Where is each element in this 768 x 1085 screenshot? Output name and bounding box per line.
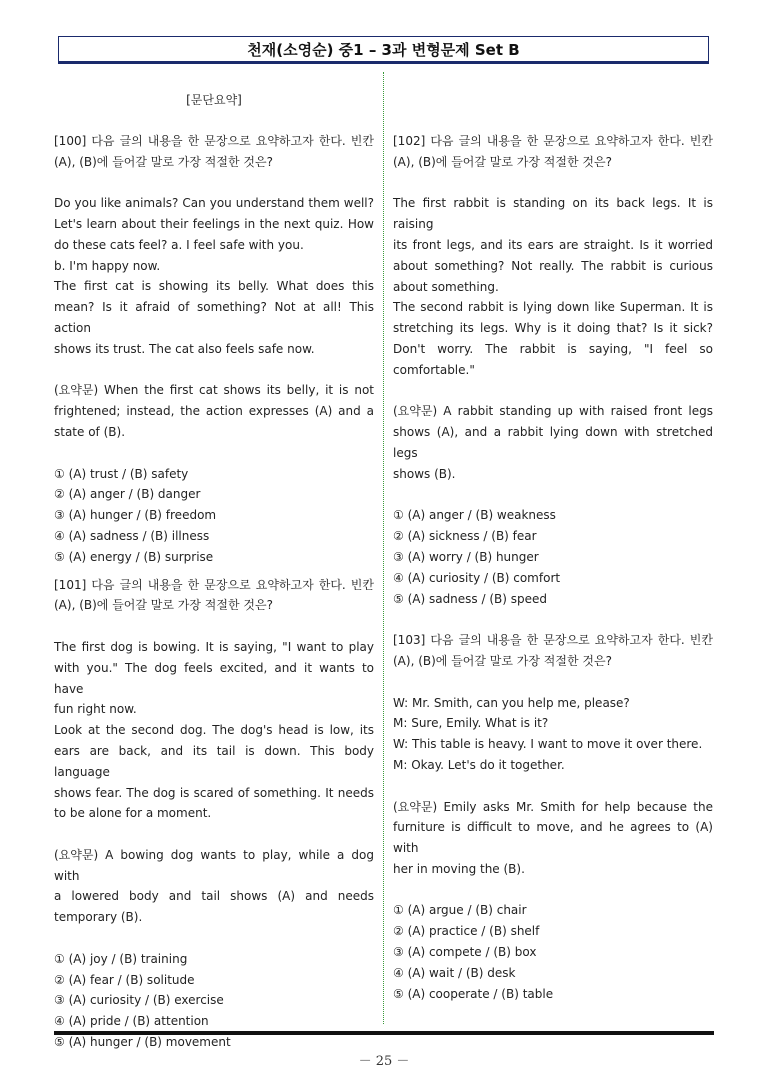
question-103 (393, 630, 713, 1004)
question-prompt: [102] 다음 글의 내용을 한 문장으로 요약하고자 한다. 빈칸 (393, 134, 713, 148)
footer-rule (54, 1031, 714, 1035)
page-number: － 25 － (358, 1054, 410, 1069)
passage-line: The first rabbit is standing on its back legs. It is raising (393, 196, 713, 232)
passage-line: mean? Is it afraid of something? Not at all! This action (54, 300, 374, 335)
answer-option-3[interactable]: ③ (A) compete / (B) box (393, 945, 537, 960)
right-column (393, 131, 713, 1004)
question-101 (54, 575, 374, 1053)
answer-option-2[interactable]: ② (A) practice / (B) shelf (393, 924, 540, 939)
answer-option-4[interactable]: ④ (A) pride / (B) attention (54, 1014, 209, 1029)
question-prompt-line2: (A), (B)에 들어갈 말로 가장 적절한 것은? (393, 653, 612, 668)
answer-option-5[interactable]: ⑤ (A) energy / (B) surprise (54, 549, 214, 564)
answer-option-2[interactable]: ② (A) fear / (B) solitude (54, 972, 195, 987)
question-prompt: [100] 다음 글의 내용을 한 문장으로 요약하고자 한다. 빈칸 (54, 133, 374, 148)
passage-line: shows its trust. The cat also feels safe now. (54, 341, 315, 356)
answer-option-1[interactable]: ① (A) joy / (B) training (54, 951, 188, 966)
question-prompt-line2: (A), (B)에 들어갈 말로 가장 적절한 것은? (54, 598, 273, 613)
summary-line: a lowered body and tail shows (A) and needs (54, 889, 374, 904)
answer-option-1[interactable]: ① (A) trust / (B) safety (54, 466, 189, 481)
passage-line: its front legs, and its ears are straight. Is it worried (393, 237, 713, 252)
passage-line: to be alone for a moment. (54, 806, 212, 821)
passage-line: fun right now. (54, 702, 137, 717)
answer-option-3[interactable]: ③ (A) curiosity / (B) exercise (54, 993, 224, 1008)
answer-option-1[interactable]: ① (A) anger / (B) weakness (393, 508, 556, 523)
left-column (54, 90, 374, 1053)
passage-line: The first dog is bowing. It is saying, "I want to play (54, 639, 374, 654)
passage-line: Do you like animals? Can you understand them well? (54, 196, 374, 211)
passage-line: ears are back, and its tail is down. This body language (54, 743, 374, 779)
answer-option-3[interactable]: ③ (A) hunger / (B) freedom (54, 508, 217, 523)
summary-line: shows (A), and a rabbit lying down with stretched legs (393, 425, 713, 460)
passage-line: Look at the second dog. The dog's head is low, its (54, 723, 374, 738)
answer-option-2[interactable]: ② (A) sickness / (B) fear (393, 529, 537, 544)
dialogue-line: M: Okay. Let's do it together. (393, 757, 565, 772)
answer-option-4[interactable]: ④ (A) sadness / (B) illness (54, 528, 210, 543)
passage-line: stretching its legs. Why is it doing that? Is it sick? (393, 321, 713, 336)
summary-line: (요약문) A bowing dog wants to play, while a dog with (54, 847, 374, 883)
summary-line: (요약문) A rabbit standing up with raised front legs (393, 404, 713, 419)
answer-option-5[interactable]: ⑤ (A) sadness / (B) speed (393, 591, 548, 606)
answer-option-4[interactable]: ④ (A) wait / (B) desk (393, 965, 516, 980)
passage-line: do these cats feel? a. I feel safe with you. (54, 237, 304, 252)
question-100 (54, 131, 374, 568)
passage-line: The first cat is showing its belly. What does this (54, 279, 374, 294)
passage-line: Let's learn about their feelings in the next quiz. How (54, 216, 374, 231)
passage-line: shows fear. The dog is scared of something. It needs (54, 785, 374, 800)
answer-option-4[interactable]: ④ (A) curiosity / (B) comfort (393, 570, 561, 585)
summary-line: temporary (B). (54, 910, 143, 925)
question-prompt-line2: (A), (B)에 들어갈 말로 가장 적절한 것은? (393, 154, 612, 169)
passage-line: with you." The dog feels excited, and it wants to have (54, 660, 374, 696)
passage-line: Don't worry. The rabbit is saying, "I feel so (393, 341, 713, 356)
passage-line: The second rabbit is lying down like Superman. It is (393, 300, 713, 315)
answer-option-3[interactable]: ③ (A) worry / (B) hunger (393, 549, 539, 564)
passage-line: about something. (393, 279, 499, 294)
summary-line: furniture is difficult to move, and he agrees to (A) with (393, 820, 713, 856)
answer-option-5[interactable]: ⑤ (A) hunger / (B) movement (54, 1035, 231, 1050)
question-prompt: [103] 다음 글의 내용을 한 문장으로 요약하고자 한다. 빈칸 (393, 633, 713, 648)
answer-option-2[interactable]: ② (A) anger / (B) danger (54, 487, 201, 502)
summary-line: (요약문) Emily asks Mr. Smith for help because the (393, 799, 713, 814)
passage-line: about something? Not really. The rabbit is curious (393, 258, 713, 273)
question-prompt: [101] 다음 글의 내용을 한 문장으로 요약하고자 한다. 빈칸 (54, 577, 374, 592)
summary-line: her in moving the (B). (393, 861, 525, 876)
dialogue-line: M: Sure, Emily. What is it? (393, 716, 549, 731)
passage-line: comfortable." (393, 362, 475, 377)
summary-line: state of (B). (54, 424, 126, 439)
page-title: 천재(소영순) 중1 – 3과 변형문제 Set B (247, 40, 520, 59)
section-label: [문단요약] (186, 93, 242, 107)
column-divider (383, 72, 384, 1024)
dialogue-line: W: Mr. Smith, can you help me, please? (393, 695, 630, 710)
answer-option-1[interactable]: ① (A) argue / (B) chair (393, 903, 527, 918)
summary-line: (요약문) When the first cat shows its belly, it is not (54, 383, 374, 398)
question-prompt-line2: (A), (B)에 들어갈 말로 가장 적절한 것은? (54, 154, 273, 169)
summary-line: frightened; instead, the action expresses (A) and a (54, 404, 374, 419)
answer-option-5[interactable]: ⑤ (A) cooperate / (B) table (393, 986, 554, 1001)
passage-line: b. I'm happy now. (54, 258, 161, 273)
summary-line: shows (B). (393, 466, 456, 481)
dialogue-line: W: This table is heavy. I want to move it over there. (393, 737, 703, 752)
header-title-box (58, 36, 709, 64)
question-102 (393, 131, 713, 609)
